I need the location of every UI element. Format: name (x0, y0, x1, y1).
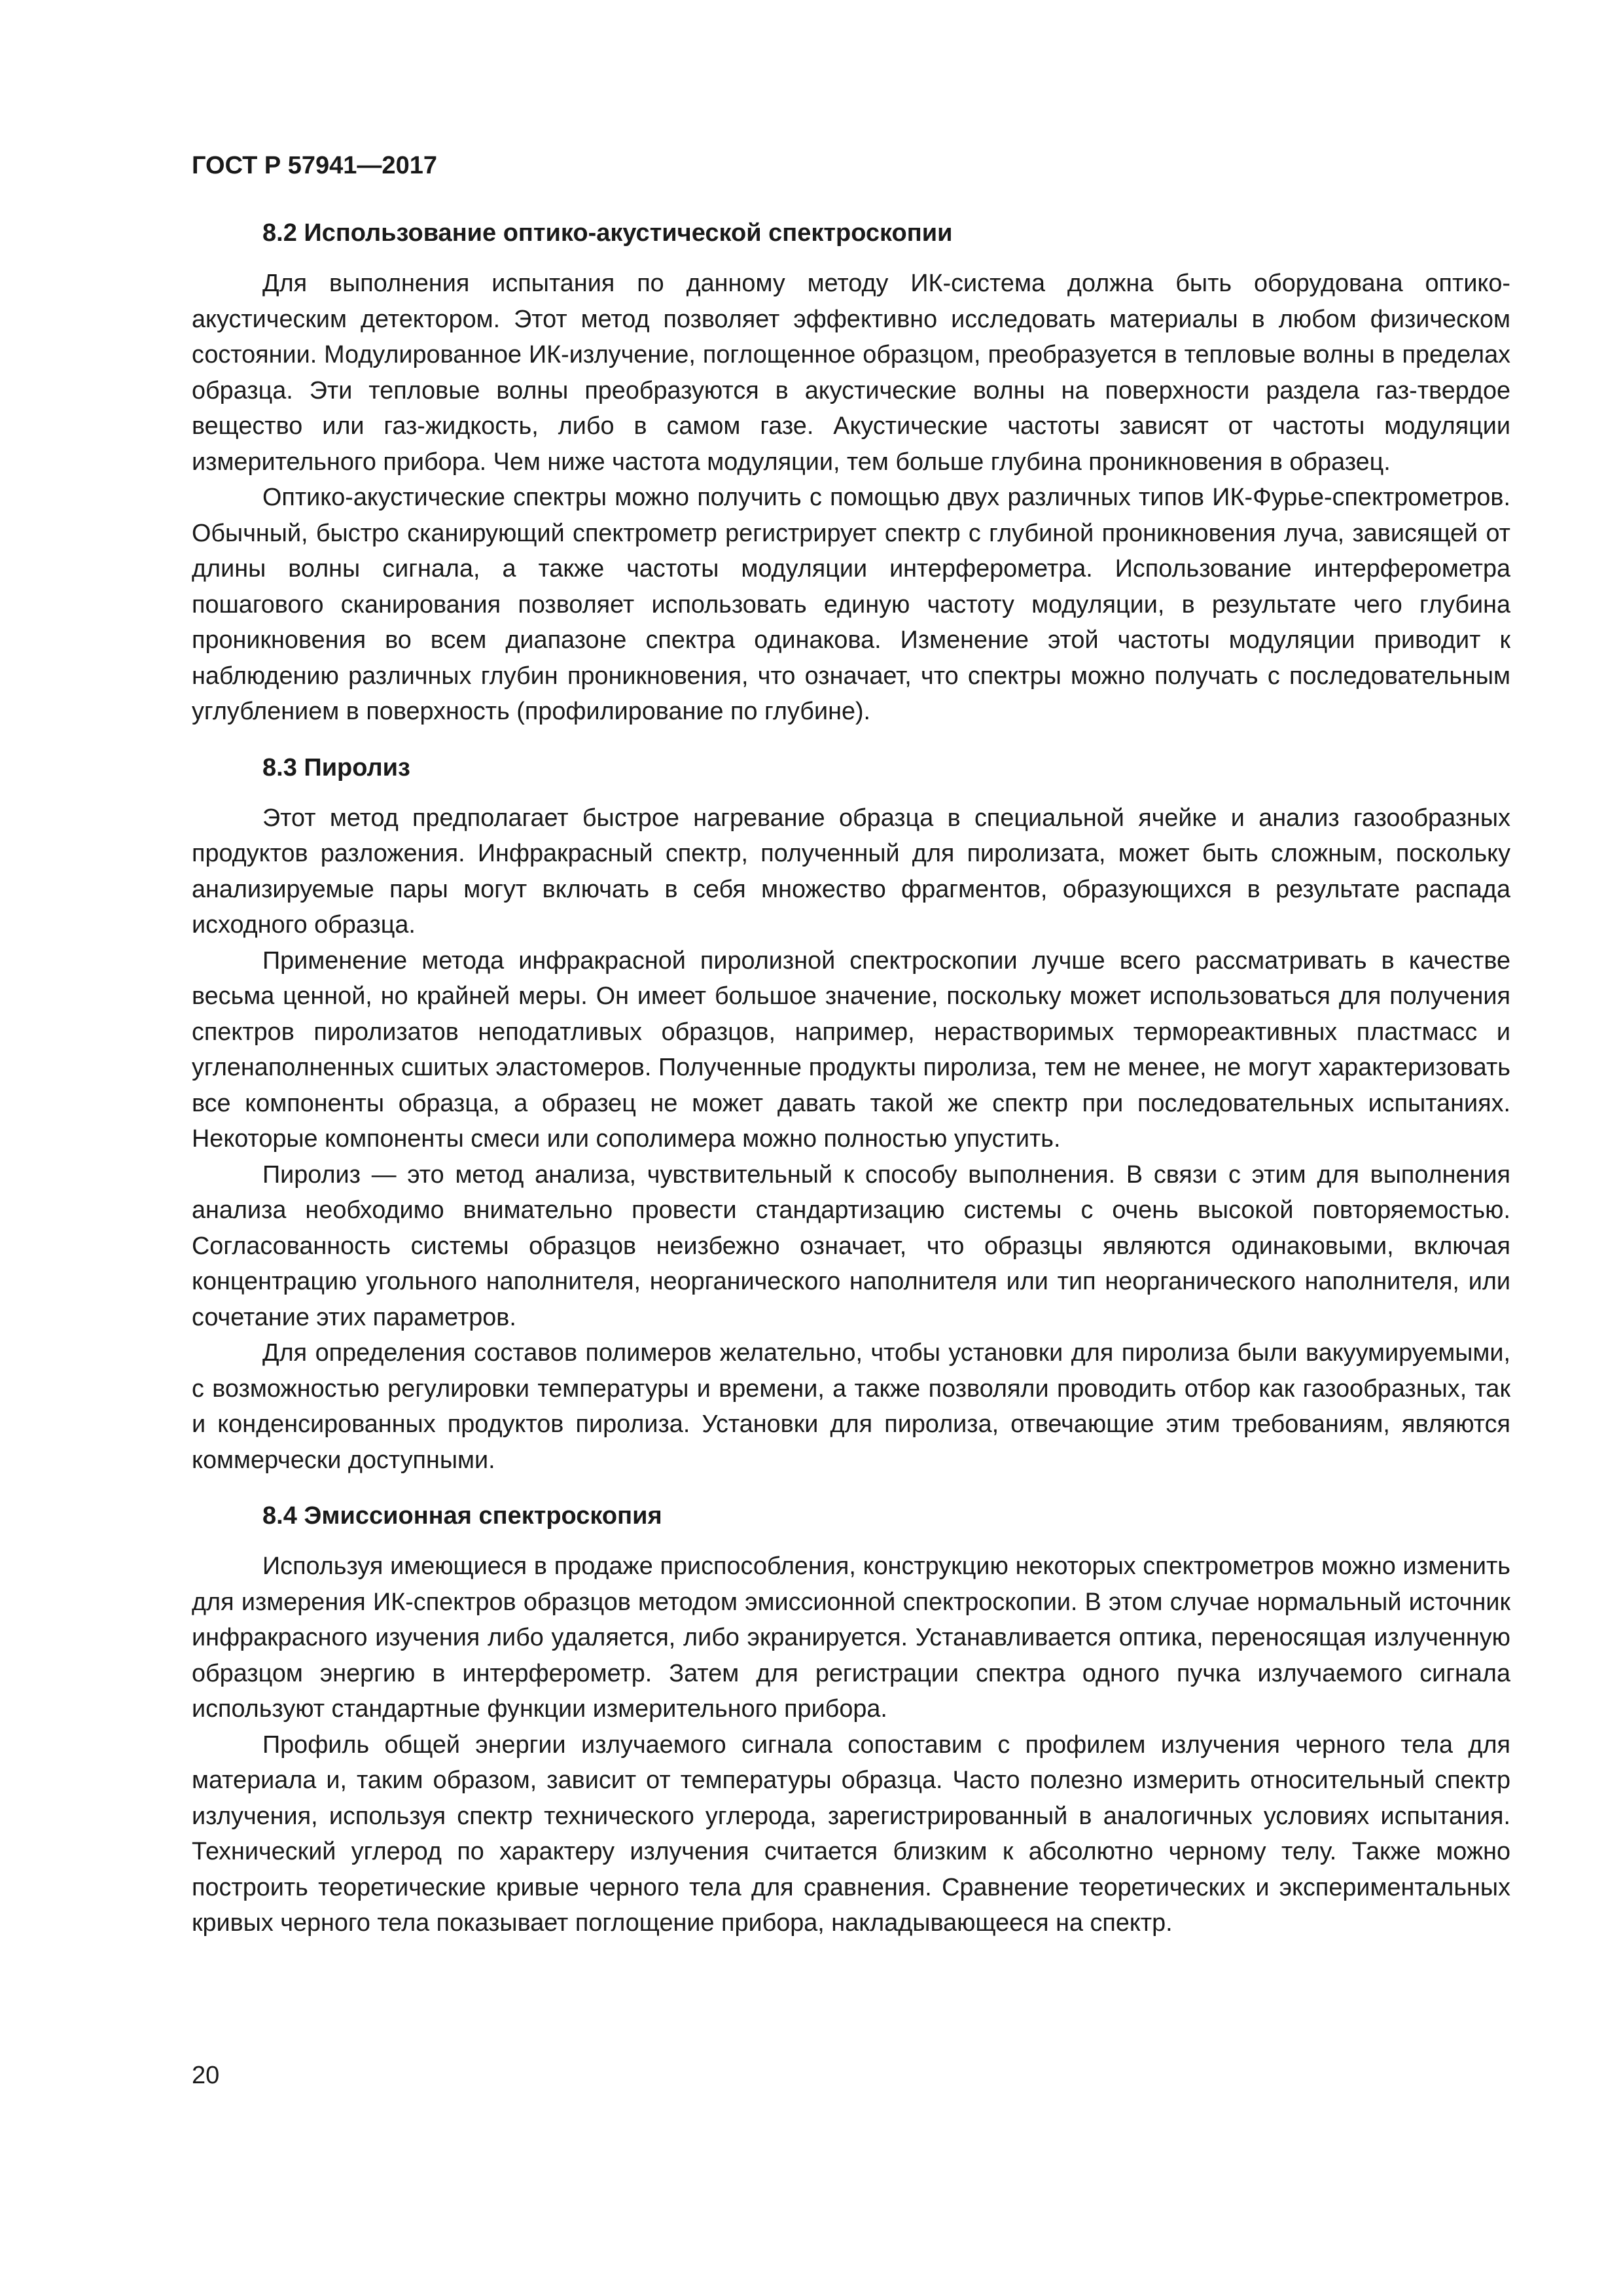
paragraph: Для определения составов полимеров желательно, чтобы установки для пиролиза были вакуумируемыми, с возможностью регулировки температуры и времени, а также позволяли проводить отбор как газообразных, так и конденсированных продуктов пиролиза. Установки для пиролиза, отвечающие этим требованиям, являются коммерчески доступными. (192, 1339, 1510, 1474)
paragraph: Применение метода инфракрасной пиролизной спектроскопии лучше всего рассматривать в качестве весьма ценной, но крайней меры. Он имеет большое значение, поскольку может использоваться для получения спектров пиролизатов неподатливых образцов, например, нерастворимых термореактивных пластмасс и угленаполненных сшитых эластомеров. Полученные продукты пиролиза, тем не менее, не могут характеризовать все компоненты образца, а образец не может давать такой же спектр при последовательных испытаниях. Некоторые компоненты смеси или сополимера можно полностью упустить. (192, 946, 1510, 1153)
section-title: 8.2 Использование оптико-акустической спектроскопии (262, 219, 953, 247)
page-number: 20 (192, 2062, 220, 2089)
paragraph: Пиролиз — это метод анализа, чувствительный к способу выполнения. В связи с этим для выполнения анализа необходимо внимательно провести стандартизацию системы с очень высокой повторяемостью. Согласованность системы образцов неизбежно означает, что образцы являются одинаковыми, включая концентрацию угольного наполнителя, неорганического наполнителя или тип неорганического наполнителя, или сочетание этих параметров. (192, 1160, 1510, 1331)
paragraph: Этот метод предполагает быстрое нагревание образца в специальной ячейке и анализ газообразных продуктов разложения. Инфракрасный спектр, полученный для пиролизата, может быть сложным, поскольку анализируемые пары могут включать в себя множество фрагментов, образующихся в результате распада исходного образца. (192, 804, 1510, 939)
document-page (192, 151, 1510, 1964)
section-8-2 (192, 217, 1510, 730)
section-title: 8.3 Пиролиз (262, 753, 410, 781)
paragraph: Используя имеющиеся в продаже приспособления, конструкцию некоторых спектрометров можно изменить для измерения ИК-спектров образцов методом эмиссионной спектроскопии. В этом случае нормальный источник инфракрасного изучения либо удаляется, либо экранируется. Устанавливается оптика, переносящая излученную образцом энергию в интерферометр. Затем для регистрации спектра одного пучка излучаемого сигнала используют стандартные функции измерительного прибора. (192, 1552, 1510, 1723)
paragraph: Профиль общей энергии излучаемого сигнала сопоставим с профилем излучения черного тела для материала и, таким образом, зависит от температуры образца. Часто полезно измерить относительный спектр излучения, используя спектр технического углерода, зарегистрированный в аналогичных условиях испытания. Технический углерод по характеру излучения считается близким к абсолютно черному телу. Также можно построить теоретические кривые черного тела для сравнения. Сравнение теоретических и экспериментальных кривых черного тела показывает поглощение прибора, накладывающееся на спектр. (192, 1731, 1510, 1937)
paragraph: Оптико-акустические спектры можно получить с помощью двух различных типов ИК-Фурье-спектрометров. Обычный, быстро сканирующий спектрометр регистрирует спектр с глубиной проникновения луча, зависящей от длины волны сигнала, а также частоты модуляции интерферометра. Использование интерферометра пошагового сканирования позволяет использовать единую частоту модуляции, в результате чего глубина проникновения во всем диапазоне спектра одинакова. Изменение этой частоты модуляции приводит к наблюдению различных глубин проникновения, что означает, что спектры можно получать с последовательным углублением в поверхность (профилирование по глубине). (192, 484, 1510, 725)
section-title: 8.4 Эмиссионная спектроскопия (262, 1502, 662, 1530)
document-header-id: ГОСТ Р 57941—2017 (192, 152, 437, 179)
section-8-3 (192, 752, 1510, 1479)
paragraph: Для выполнения испытания по данному методу ИК-система должна быть оборудована оптико-акустическим детектором. Этот метод позволяет эффективно исследовать материалы в любом физическом состоянии. Модулированное ИК-излучение, поглощенное образцом, преобразуется в тепловые волны в пределах образца. Эти тепловые волны преобразуются в акустические волны на поверхности раздела газ-твердое вещество или газ-жидкость, либо в самом газе. Акустические частоты зависят от частоты модуляции измерительного прибора. Чем ниже частота модуляции, тем больше глубина проникновения в образец. (192, 270, 1510, 476)
section-8-4 (192, 1500, 1510, 1941)
